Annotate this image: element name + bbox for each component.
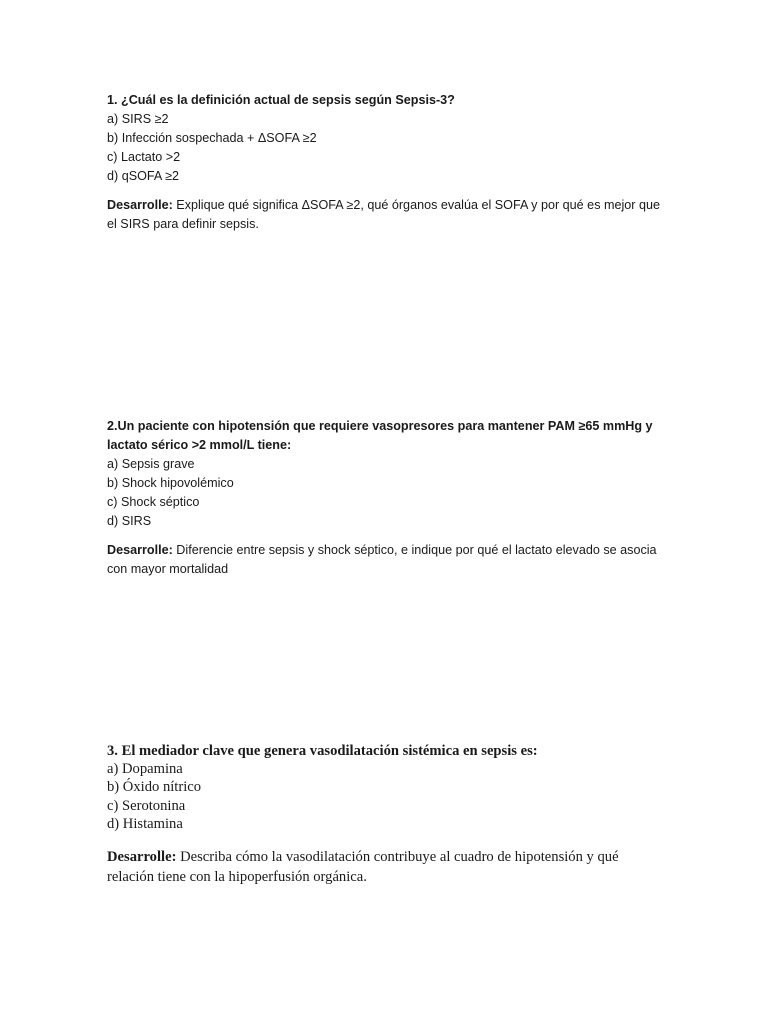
question-title: 3. El mediador clave que genera vasodilatación sistémica en sepsis es: bbox=[107, 743, 538, 759]
option-d: d) qSOFA ≥2 bbox=[107, 169, 180, 183]
option-a: a) Dopamina bbox=[107, 761, 183, 778]
question-1 bbox=[107, 91, 667, 234]
desarrolle-text: Diferencie entre sepsis y shock séptico, e indique por qué el lactato elevado se asocia con mayor mortalidad bbox=[107, 543, 657, 576]
question-title: 1. ¿Cuál es la definición actual de sepsis según Sepsis-3? bbox=[107, 93, 455, 107]
option-a: a) Sepsis grave bbox=[107, 457, 195, 471]
question-3 bbox=[107, 742, 667, 887]
desarrolle-prompt bbox=[107, 196, 667, 234]
desarrolle-prompt bbox=[107, 541, 667, 579]
question-title: 2.Un paciente con hipotensión que requiere vasopresores para mantener PAM ≥65 mmHg y lactato sérico >2 mmol/L tiene: bbox=[107, 419, 653, 452]
option-a: a) SIRS ≥2 bbox=[107, 112, 169, 126]
option-c: c) Shock séptico bbox=[107, 495, 200, 509]
desarrolle-label: Desarrolle: bbox=[107, 198, 173, 212]
desarrolle-label: Desarrolle: bbox=[107, 543, 173, 557]
option-b: b) Infección sospechada + ΔSOFA ≥2 bbox=[107, 131, 317, 145]
option-c: c) Serotonina bbox=[107, 797, 186, 814]
desarrolle-prompt bbox=[107, 848, 667, 887]
option-d: d) SIRS bbox=[107, 514, 152, 528]
option-b: b) Óxido nítrico bbox=[107, 779, 202, 796]
option-c: c) Lactato >2 bbox=[107, 150, 181, 164]
desarrolle-label: Desarrolle: bbox=[107, 849, 177, 866]
desarrolle-text: Explique qué significa ΔSOFA ≥2, qué órganos evalúa el SOFA y por qué es mejor que el SIRS para definir sepsis. bbox=[107, 198, 660, 231]
option-b: b) Shock hipovolémico bbox=[107, 476, 234, 490]
question-2 bbox=[107, 417, 667, 579]
option-d: d) Histamina bbox=[107, 815, 183, 832]
desarrolle-text: Describa cómo la vasodilatación contribuye al cuadro de hipotensión y qué relación tiene con la hipoperfusión orgánica. bbox=[107, 849, 619, 885]
